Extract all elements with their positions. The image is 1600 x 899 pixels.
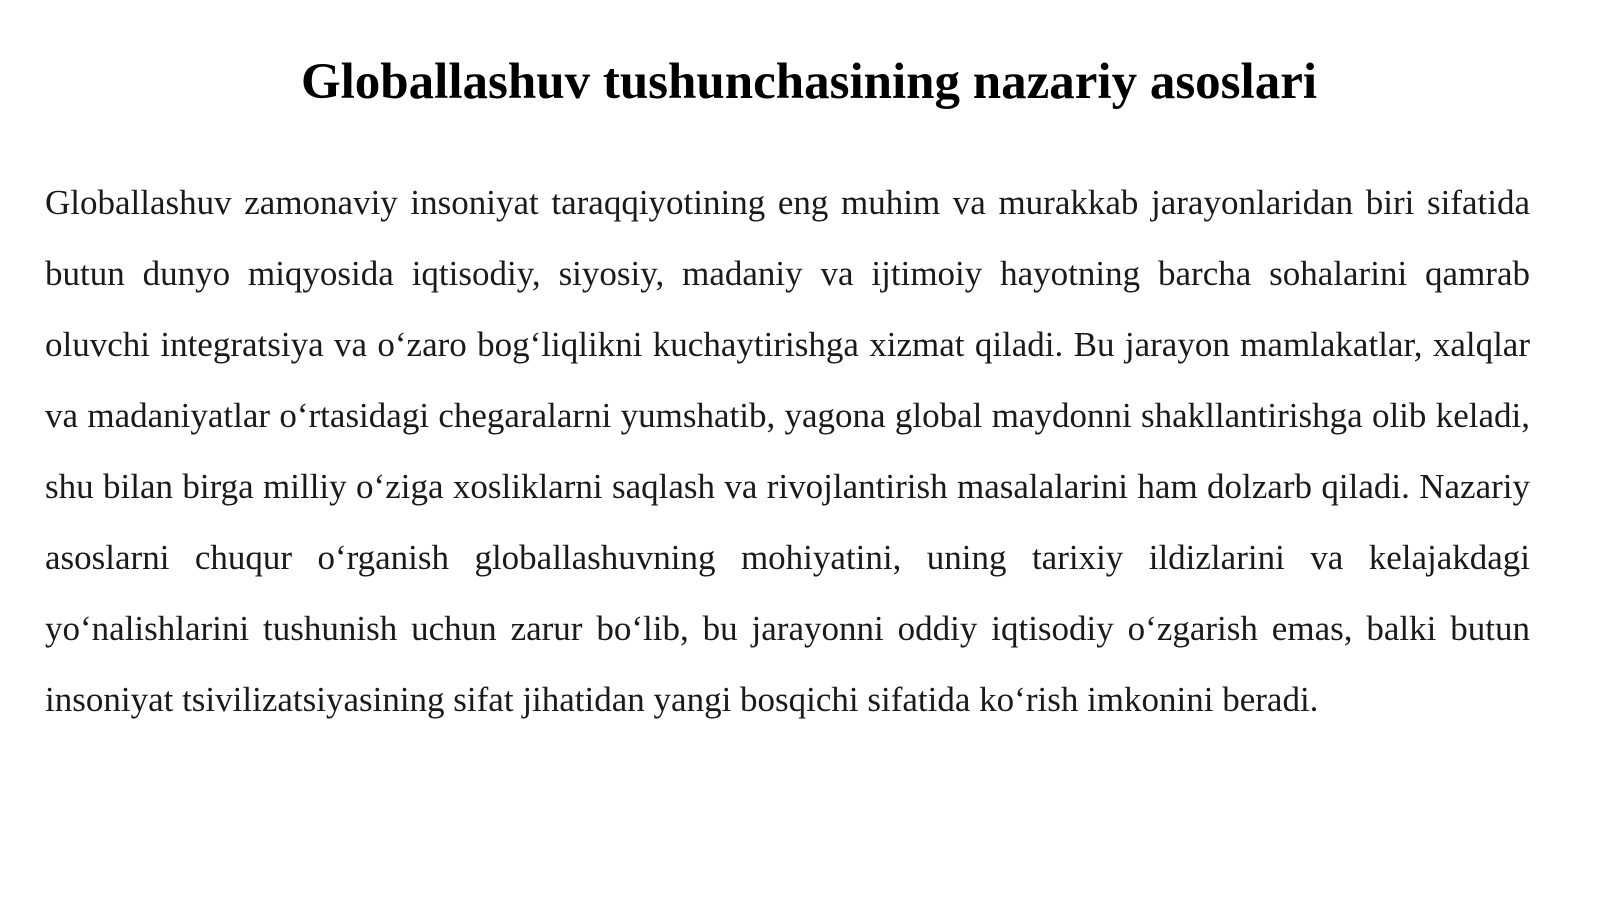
slide-body-paragraph: Globallashuv zamonaviy insoniyat taraqqiyotining eng muhim va murakkab jarayonlaridan biri sifatida butun dunyo miqyosida iqtisodiy, siyosiy, madaniy va ijtimoiy hayotning barcha sohalarini qamrab oluvchi integratsiya va o‘zaro bog‘liqlikni kuchaytirishga xizmat qiladi. Bu jarayon mamlakatlar, xalqlar va madaniyatlar o‘rtasidagi chegaralarni yumshatib, yagona global maydonni shakllantirishga olib keladi, shu bilan birga milliy o‘ziga xosliklarni saqlash va rivojlantirish masalalarini ham dolzarb qiladi. Nazariy asoslarni chuqur o‘rganish globallashuvning mohiyatini, uning tarixiy ildizlarini va kelajakdagi yo‘nalishlarini tushunish uchun zarur bo‘lib, bu jarayonni oddiy iqtisodiy o‘zgarish emas, balki butun insoniyat tsivilizatsiyasining sifat jihatidan yangi bosqichi sifatida ko‘rish imkonini beradi. bbox=[45, 183, 1530, 719]
slide-title: Globallashuv tushunchasining nazariy asoslari bbox=[300, 54, 1318, 110]
